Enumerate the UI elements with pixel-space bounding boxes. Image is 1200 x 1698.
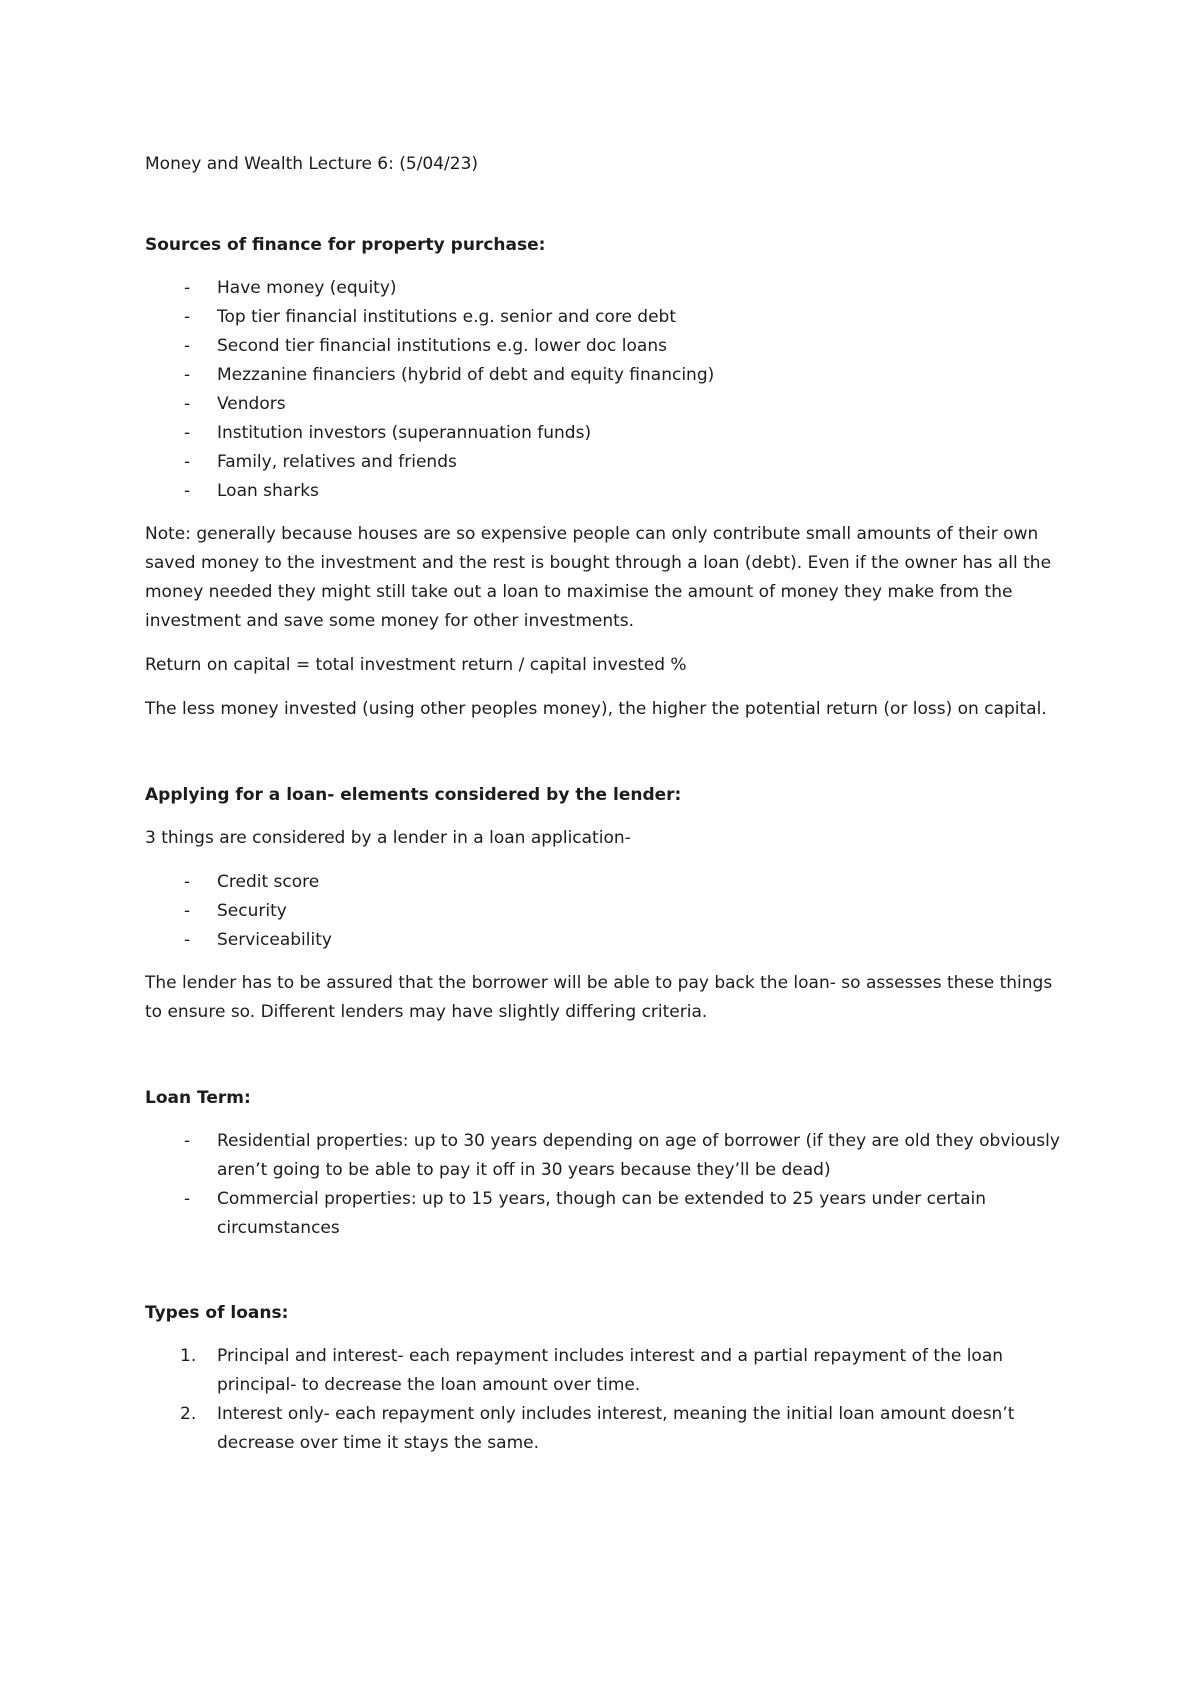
dash-bullet: - — [184, 872, 191, 892]
list-item-text: Mezzanine financiers (hybrid of debt and equity financing) — [217, 365, 715, 385]
section-heading-applying-for-loan: Applying for a loan- elements considered by the lender: — [145, 785, 682, 805]
dash-bullet: - — [184, 481, 191, 501]
document-title: Money and Wealth Lecture 6: (5/04/23) — [145, 154, 479, 174]
list-item — [145, 868, 1065, 897]
list-item-text: Interest only- each repayment only includes interest, meaning the initial loan amount doesn’t decrease over time it stays the same. — [217, 1404, 1015, 1453]
list-item — [145, 1400, 1065, 1458]
list-item — [145, 1127, 1065, 1185]
section-heading-sources-of-finance: Sources of finance for property purchase: — [145, 235, 546, 255]
dash-bullet: - — [184, 1189, 191, 1209]
list-item — [145, 897, 1065, 926]
dash-bullet: - — [184, 930, 191, 950]
sources-of-finance-list — [145, 274, 1065, 506]
loan-term-list — [145, 1127, 1065, 1243]
dash-bullet: - — [184, 394, 191, 414]
list-item-text: Loan sharks — [217, 481, 319, 501]
list-item — [145, 419, 1065, 448]
section-spacer — [145, 1042, 1065, 1084]
list-item-text: Serviceability — [217, 930, 332, 950]
list-item — [145, 332, 1065, 361]
dash-bullet: - — [184, 307, 191, 327]
list-item-text: Principal and interest- each repayment includes interest and a partial repayment of the loan principal- to decrease the loan amount over time. — [217, 1346, 1004, 1395]
list-item — [145, 303, 1065, 332]
conclusion-paragraph: The less money invested (using other peoples money), the higher the potential return (or loss) on capital. — [145, 699, 1047, 719]
dash-bullet: - — [184, 423, 191, 443]
dash-bullet: - — [184, 901, 191, 921]
intro-paragraph: 3 things are considered by a lender in a loan application- — [145, 828, 631, 848]
list-item — [145, 274, 1065, 303]
section-spacer — [145, 739, 1065, 781]
list-item — [145, 1185, 1065, 1243]
list-item-text: Family, relatives and friends — [217, 452, 457, 472]
note-paragraph: Note: generally because houses are so expensive people can only contribute small amounts of their own saved money to the investment and the rest is bought through a loan (debt). Even if the owner has all the money needed they might still take out a loan to maximise the amount of money they make from the investment and save some money for other investments. — [145, 524, 1052, 631]
section-spacer — [145, 1257, 1065, 1299]
dash-bullet: - — [184, 336, 191, 356]
list-item-text: Vendors — [217, 394, 286, 414]
list-number: 1. — [180, 1346, 197, 1366]
list-item — [145, 361, 1065, 390]
list-item — [145, 477, 1065, 506]
dash-bullet: - — [184, 1131, 191, 1151]
list-item — [145, 926, 1065, 955]
list-number: 2. — [180, 1404, 197, 1424]
formula-paragraph: Return on capital = total investment return / capital invested % — [145, 655, 687, 675]
list-item-text: Residential properties: up to 30 years depending on age of borrower (if they are old they obviously aren’t going to be able to pay it off in 30 years because they’ll be dead) — [217, 1131, 1060, 1180]
dash-bullet: - — [184, 452, 191, 472]
list-item-text: Top tier financial institutions e.g. senior and core debt — [217, 307, 677, 327]
list-item-text: Have money (equity) — [217, 278, 397, 298]
dash-bullet: - — [184, 365, 191, 385]
loan-criteria-list — [145, 868, 1065, 955]
dash-bullet: - — [184, 278, 191, 298]
list-item — [145, 390, 1065, 419]
list-item — [145, 1342, 1065, 1400]
document-content — [145, 150, 1065, 1458]
list-item-text: Institution investors (superannuation funds) — [217, 423, 592, 443]
list-item — [145, 448, 1065, 477]
lender-paragraph: The lender has to be assured that the borrower will be able to pay back the loan- so assesses these things to ensure so. Different lenders may have slightly differing criteria. — [145, 973, 1053, 1022]
list-item-text: Credit score — [217, 872, 320, 892]
loan-types-list — [145, 1342, 1065, 1458]
section-heading-loan-term: Loan Term: — [145, 1088, 251, 1108]
list-item-text: Second tier financial institutions e.g. lower doc loans — [217, 336, 667, 356]
list-item-text: Commercial properties: up to 15 years, though can be extended to 25 years under certain circumstances — [217, 1189, 987, 1238]
list-item-text: Security — [217, 901, 287, 921]
section-heading-types-of-loans: Types of loans: — [145, 1303, 289, 1323]
